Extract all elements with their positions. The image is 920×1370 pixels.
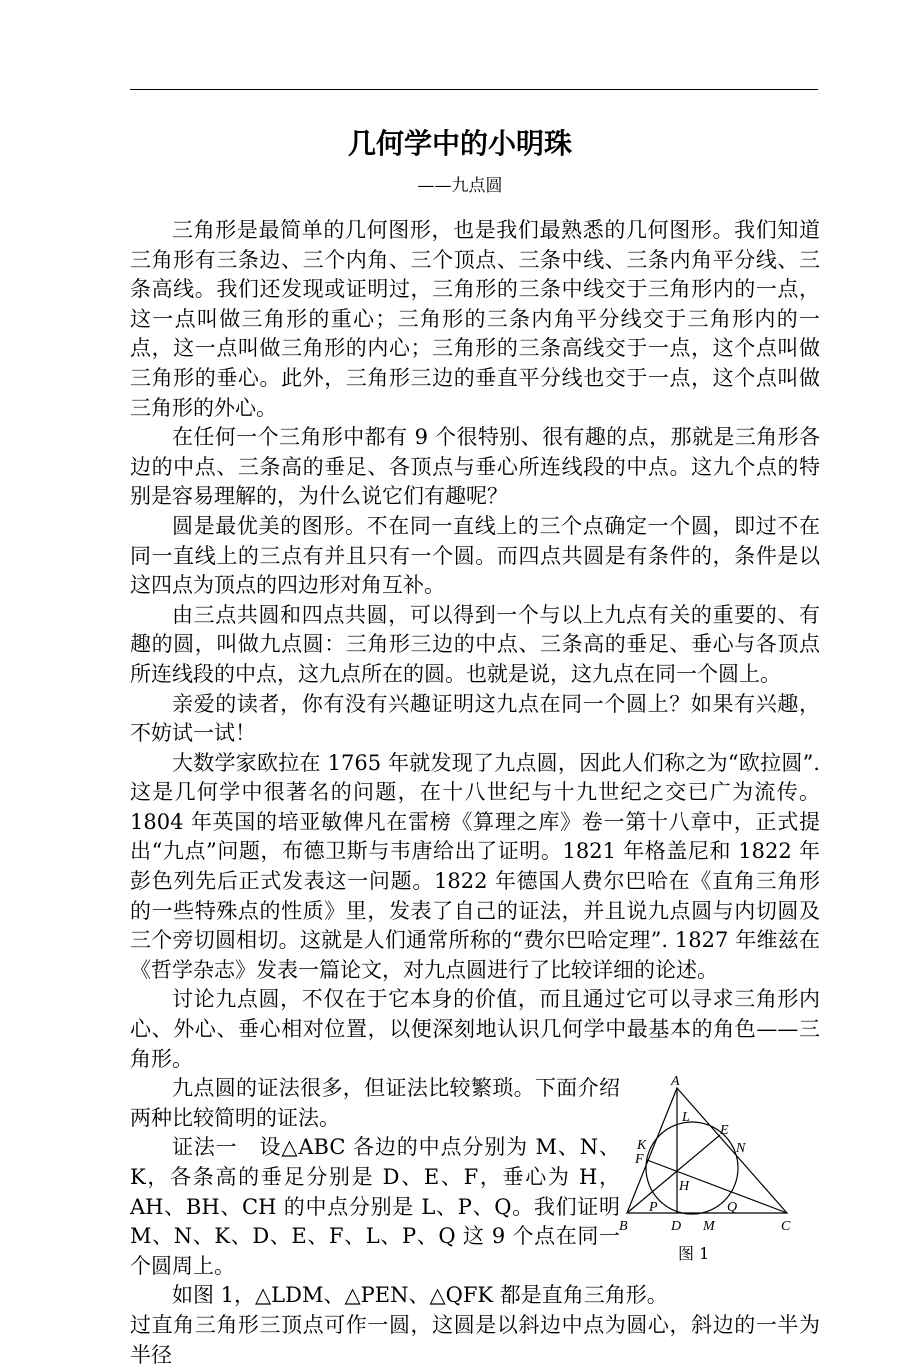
paragraph: 三角形是最简单的几何图形，也是我们最熟悉的几何图形。我们知道三角形有三条边、三个内角、三个顶点、三条中线、三条内角平分线、三条高线。我们还发现或证明过，三角形的三条中线交于三角形内的一点，这一点叫做三角形的重心；三角形的三条内角平分线交于三角形内的一点，这一点叫做三角形的内心；三角形的三条高线交于一点，这个点叫做三角形的垂心。此外，三角形三边的垂直平分线也交于一点，这个点叫做三角形的外心。 (130, 218, 820, 420)
paragraph: 由三点共圆和四点共圆，可以得到一个与以上九点有关的重要的、有趣的圆，叫做九点圆：三角形三边的中点、三条高的垂足、垂心与各顶点所连线段的中点，这九点所在的圆。也就是说，这九点在同一个圆上。 (130, 602, 820, 686)
nine-point-circle-diagram (615, 1076, 815, 1241)
figure-1 (620, 1076, 820, 1270)
label-d: D (671, 1219, 682, 1235)
paragraph: 九点圆的证法很多，但证法比较繁琐。下面介绍两种比较简明的证法。 (130, 1076, 620, 1130)
label-q: Q (727, 1200, 738, 1216)
paragraph: 证法一 设△ABC 各边的中点分别为 M、N、K，各条高的垂足分别是 D、E、F，垂心为 H，AH、BH、CH 的中点分别是 L、P、Q。我们证明 M、N、K、D、E、F、L、P、Q 这 9 个点在同一个圆周上。 (130, 1135, 620, 1278)
label-c: C (781, 1219, 791, 1235)
triangle-abc (627, 1088, 787, 1216)
paragraph: 过直角三角形三顶点可作一圆，这圆是以斜边中点为圆心，斜边的一半为半径 (130, 1312, 820, 1367)
document-body (130, 216, 820, 1370)
label-n: N (736, 1141, 746, 1157)
paragraph: 讨论九点圆，不仅在于它本身的价值，而且通过它可以寻求三角形内心、外心、垂心相对位置，以便深刻地认识几何学中最基本的角色——三角形。 (130, 987, 820, 1071)
paragraph: 大数学家欧拉在 1765 年就发现了九点圆，因此人们称之为“欧拉圆”. 这是几何学中很著名的问题，在十八世纪与十九世纪之交已广为流传。1804 年英国的培亚敏俾凡在雷榜《算理之库》卷一第十八章中，正式提出“九点”问题，布德卫斯与韦唐给出了证明。1821 年格盖尼和 1822 年彭色列先后正式发表这一问题。1822 年德国人费尔巴哈在《直角三角形的一些特殊点的性质》里，发表了自己的证法，并且说九点圆与内切圆及三个旁切圆相切。这就是人们通常所称的“费尔巴哈定理”. 1827 年维兹在《哲学杂志》发表一篇论文，对九点圆进行了比较详细的论述。 (130, 750, 820, 982)
paragraph: 亲爱的读者，你有没有兴趣证明这九点在同一个圆上？如果有兴趣，不妨试一试！ (130, 691, 820, 746)
label-l: L (682, 1110, 690, 1126)
label-a: A (671, 1076, 680, 1090)
label-f: F (635, 1152, 644, 1168)
header-rule (130, 89, 818, 90)
label-m: M (703, 1219, 715, 1235)
label-h: H (679, 1179, 690, 1195)
page-title: 几何学中的小明珠 (347, 127, 572, 160)
figure-caption: 图 1 (678, 1244, 710, 1264)
paragraph: 在任何一个三角形中都有 9 个很特别、很有趣的点，那就是三角形各边的中点、三条高的垂足、各顶点与垂心所连线段的中点。这九个点的特别是容易理解的，为什么说它们有趣呢？ (130, 425, 820, 509)
label-k: K (637, 1138, 647, 1154)
label-b: B (619, 1219, 628, 1235)
page-subtitle: ——九点圆 (417, 176, 503, 196)
paragraph: 圆是最优美的图形。不在同一直线上的三个点确定一个圆，即过不在同一直线上的三点有并且只有一个圆。而四点共圆是有条件的，条件是以这四点为顶点的四边形对角互补。 (130, 513, 820, 598)
altitude-cf (647, 1160, 787, 1216)
paragraph: 如图 1，△LDM、△PEN、△QFK 都是直角三角形。 (172, 1283, 668, 1308)
label-p: P (649, 1200, 658, 1216)
label-e: E (720, 1123, 729, 1139)
